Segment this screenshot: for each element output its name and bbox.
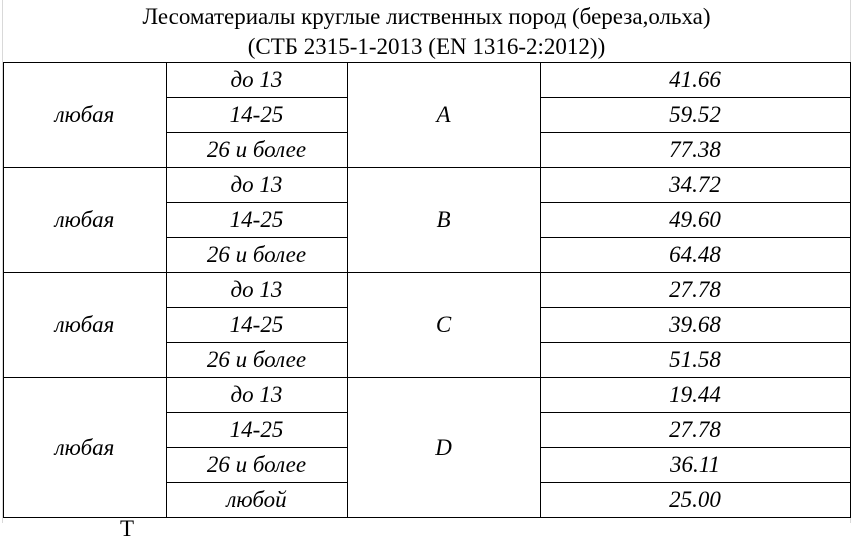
diameter-cell: 14-25	[229, 102, 284, 127]
price-cell: 36.11	[669, 452, 721, 477]
price-cell: 27.78	[669, 417, 721, 442]
grade-cell: D	[435, 434, 452, 460]
diameter-cell: любой	[226, 487, 287, 512]
column-divider	[3, 62, 4, 518]
title-line-1: Лесоматериалы круглые лиственных пород (береза,ольха)	[142, 4, 711, 29]
species-cell: любая	[54, 207, 115, 232]
price-cell: 39.68	[669, 312, 721, 337]
price-cell: 27.78	[669, 277, 721, 302]
price-cell: 64.48	[669, 242, 721, 267]
diameter-cell: 14-25	[229, 417, 284, 442]
species-cell: любая	[54, 434, 115, 460]
diameter-cell: 14-25	[229, 312, 284, 337]
diameter-cell: до 13	[230, 172, 283, 197]
price-cell: 49.60	[669, 207, 721, 232]
footer-clipped-text: Т	[120, 516, 135, 541]
diameter-cell: до 13	[230, 277, 283, 302]
price-cell: 41.66	[669, 67, 721, 92]
price-cell: 34.72	[669, 172, 721, 197]
table-title	[3, 0, 850, 62]
price-cell: 19.44	[669, 382, 721, 407]
diameter-cell: до 13	[230, 67, 283, 92]
grade-cell: A	[436, 102, 451, 127]
column-divider	[540, 62, 541, 518]
price-cell: 51.58	[669, 347, 721, 372]
price-cell: 59.52	[669, 102, 721, 127]
diameter-cell: 26 и более	[206, 347, 307, 372]
grade-cell: B	[436, 207, 451, 232]
diameter-cell: 14-25	[229, 207, 284, 232]
column-divider	[850, 62, 851, 518]
diameter-cell: 26 и более	[206, 242, 307, 267]
species-cell: любая	[54, 312, 115, 337]
diameter-cell: до 13	[230, 382, 283, 407]
column-divider	[166, 62, 167, 518]
species-cell: любая	[54, 102, 115, 127]
title-line-2: (СТБ 2315-1-2013 (EN 1316-2:2012))	[247, 34, 606, 59]
grade-cell: C	[435, 312, 452, 337]
column-divider	[347, 62, 348, 518]
diameter-cell: 26 и более	[206, 137, 307, 162]
price-cell: 25.00	[669, 487, 721, 512]
price-cell: 77.38	[669, 137, 721, 162]
diameter-cell: 26 и более	[206, 452, 307, 477]
